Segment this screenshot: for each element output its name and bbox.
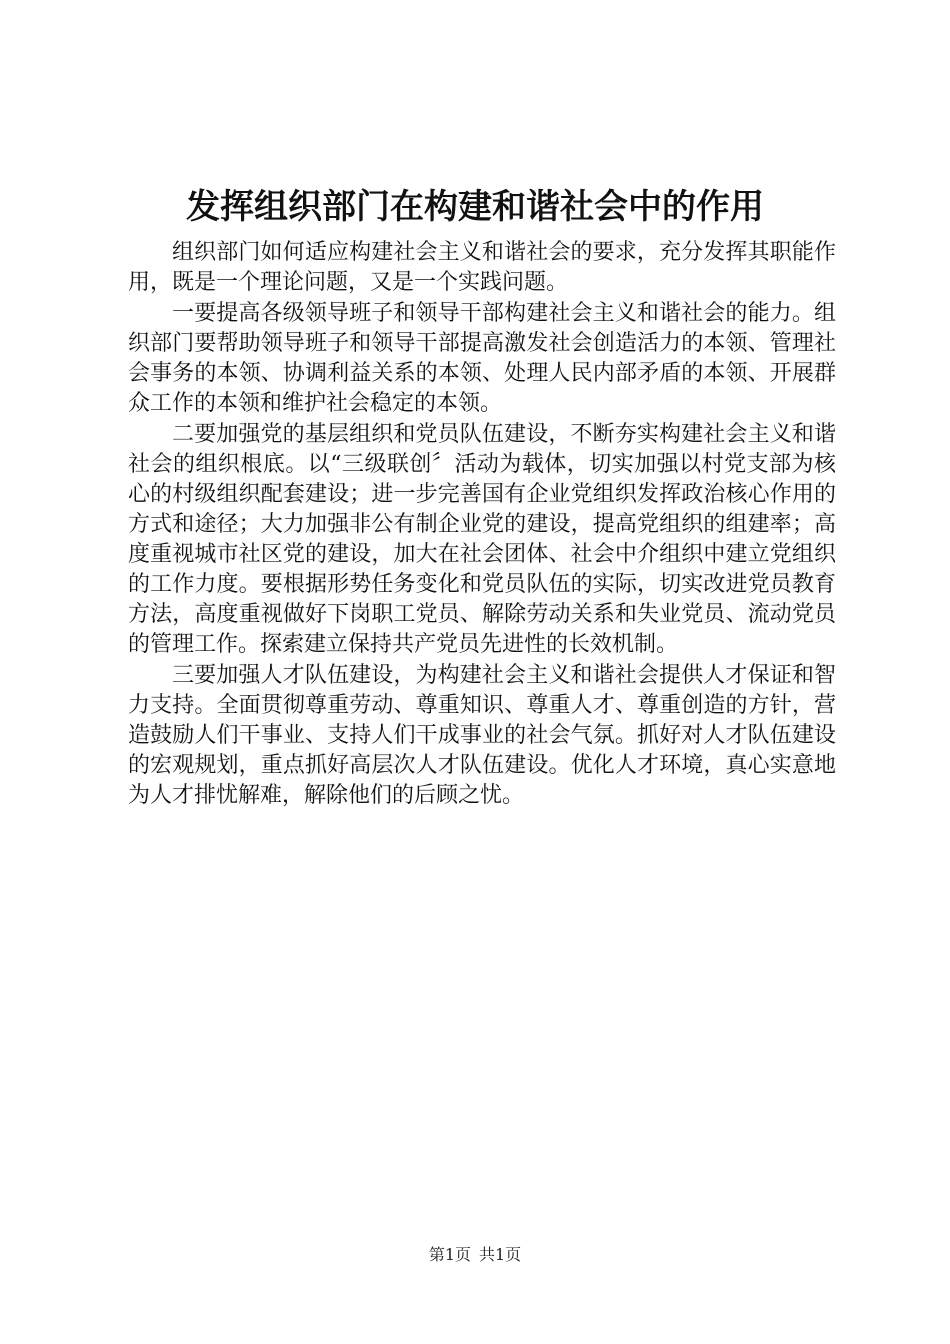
- page-number: 第1页: [428, 1245, 471, 1264]
- document-title: 发挥组织部门在构建和谐社会中的作用: [186, 187, 764, 227]
- page-total: 共1页: [479, 1245, 522, 1264]
- page-footer: [0, 1245, 950, 1265]
- paragraph-point-two: 二要加强党的基层组织和党员队伍建设，不断夯实构建社会主义和谐社会的组织根底。以“三级联创〞活动为载体，切实加强以村党支部为核心的村级组织配套建设；进一步完善国有企业党组织发挥政治核心作用的方式和途径；大力加强非公有制企业党的建设，提高党组织的组建率；高度重视城市社区党的建设，加大在社会团体、社会中介组织中建立党组织的工作力度。要根据形势任务变化和党员队伍的实际，切实改进党员教育方法，高度重视做好下岗职工党员、解除劳动关系和失业党员、流动党员的管理工作。探索建立保持共产党员先进性的长效机制。: [128, 422, 836, 657]
- paragraph-intro: 组织部门如何适应构建社会主义和谐社会的要求，充分发挥其职能作用，既是一个理论问题，又是一个实践问题。: [128, 240, 836, 295]
- document-body: [128, 238, 836, 812]
- paragraph-point-one: 一要提高各级领导班子和领导干部构建社会主义和谐社会的能力。组织部门要帮助领导班子和领导干部提高激发社会创造活力的本领、管理社会事务的本领、协调利益关系的本领、处理人民内部矛盾的本领、开展群众工作的本领和维护社会稳定的本领。: [128, 301, 836, 416]
- paragraph-point-three: 三要加强人才队伍建设，为构建社会主义和谐社会提供人才保证和智力支持。全面贯彻尊重劳动、尊重知识、尊重人才、尊重创造的方针，营造鼓励人们干事业、支持人们干成事业的社会气氛。抓好对人才队伍建设的宏观规划，重点抓好高层次人才队伍建设。优化人才环境，真心实意地为人才排忧解难，解除他们的后顾之忧。: [128, 663, 836, 808]
